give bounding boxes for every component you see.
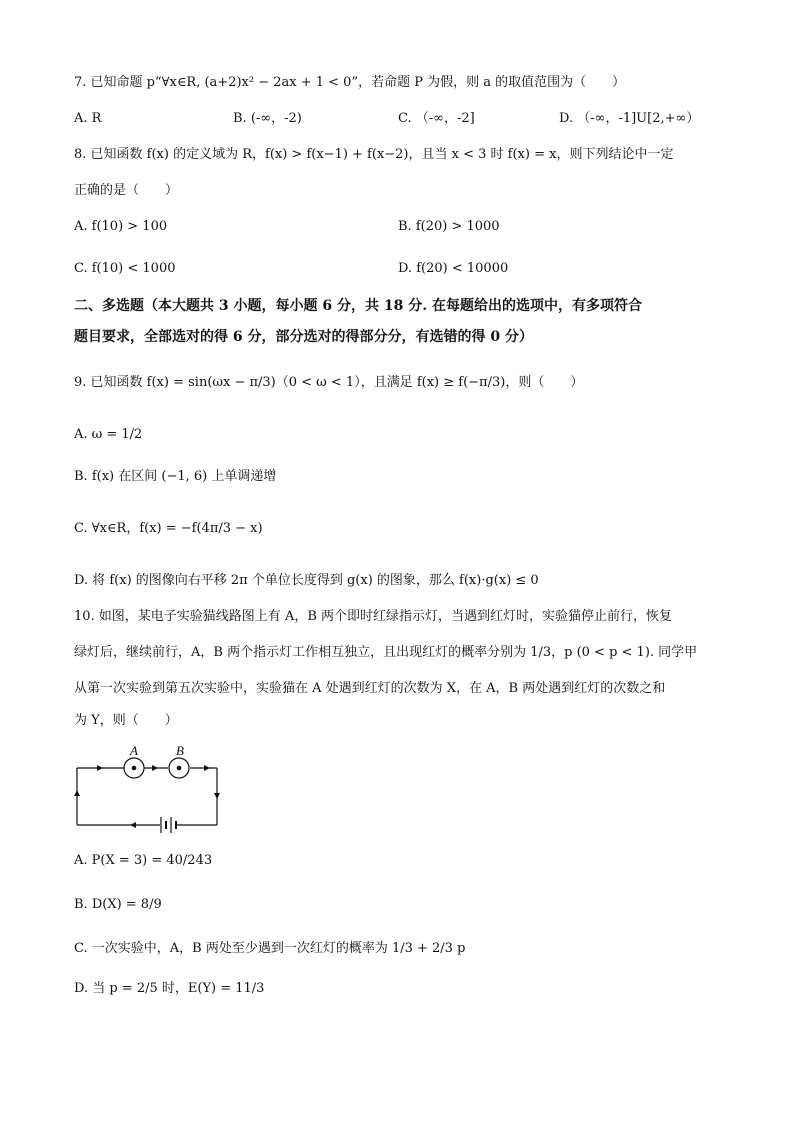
q10-option-a: A. P(X = 3) = 40/243 [74, 853, 213, 868]
q8-option-a: A. f(10) > 100 [74, 219, 168, 234]
indicator-lamp-a [124, 758, 144, 778]
q8-stem-line2: 正确的是（ ） [74, 183, 179, 198]
q10-option-c: C. 一次实验中，A，B 两处至少遇到一次红灯的概率为 1/3 + 2/3 p [74, 941, 466, 956]
lamp-a-label: A [130, 743, 138, 758]
section2-heading-line2: 题目要求，全部选对的得 6 分，部分选对的得部分分，有选错的得 0 分） [74, 329, 533, 345]
q7-option-a: A. R [74, 111, 102, 126]
q7-option-d: D. （-∞，-1]U[2,+∞） [559, 111, 700, 126]
q8-option-b: B. f(20) > 1000 [398, 219, 500, 234]
q8-stem-line1: 8. 已知函数 f(x) 的定义域为 R，f(x) > f(x−1) + f(x−2)，且当 x < 3 时 f(x) = x，则下列结论中一定 [74, 147, 674, 162]
q9-option-c: C. ∀x∈R，f(x) = −f(4π/3 − x) [74, 521, 263, 536]
q9-option-a: A. ω = 1/2 [74, 427, 143, 442]
indicator-lamp-b [169, 758, 189, 778]
q9-option-b: B. f(x) 在区间 (−1, 6) 上单调递增 [74, 469, 277, 484]
q10-stem-line1: 10. 如图，某电子实验猫线路图上有 A，B 两个即时红绿指示灯，当遇到红灯时，实验猫停止前行，恢复 [74, 609, 673, 624]
lamp-b-label: B [176, 743, 184, 758]
q8-option-d: D. f(20) < 10000 [398, 261, 509, 276]
q9-stem: 9. 已知函数 f(x) = sin(ωx − π/3)（0 < ω < 1），且满足 f(x) ≥ f(−π/3)，则（ ） [74, 375, 584, 390]
battery-symbol [161, 817, 176, 833]
q9-option-d: D. 将 f(x) 的图像向右平移 2π 个单位长度得到 g(x) 的图象，那么 f(x)·g(x) ≤ 0 [74, 573, 539, 588]
q10-stem-line2: 绿灯后，继续前行，A，B 两个指示灯工作相互独立，且出现红灯的概率分别为 1/3，p (0 < p < 1). 同学甲 [74, 645, 698, 660]
q7-option-b: B. (-∞，-2) [233, 111, 302, 126]
q8-option-c: C. f(10) < 1000 [74, 261, 176, 276]
section2-heading-line1: 二、多选题（本大题共 3 小题，每小题 6 分，共 18 分. 在每题给出的选项中，有多项符合 [74, 298, 642, 314]
q10-stem-line3: 从第一次实验到第五次实验中，实验猫在 A 处遇到红灯的次数为 X，在 A，B 两处遇到红灯的次数之和 [74, 681, 666, 696]
q7-stem: 7. 已知命题 p“∀x∈R, (a+2)x² − 2ax + 1 < 0”，若命题 P 为假，则 a 的取值范围为（ ） [74, 75, 626, 90]
q10-stem-line4: 为 Y，则（ ） [74, 713, 178, 728]
circuit-diagram [70, 742, 230, 834]
q7-option-c: C. （-∞，-2] [398, 111, 475, 126]
q10-option-d: D. 当 p = 2/5 时，E(Y) = 11/3 [74, 981, 265, 996]
q10-option-b: B. D(X) = 8/9 [74, 897, 162, 912]
